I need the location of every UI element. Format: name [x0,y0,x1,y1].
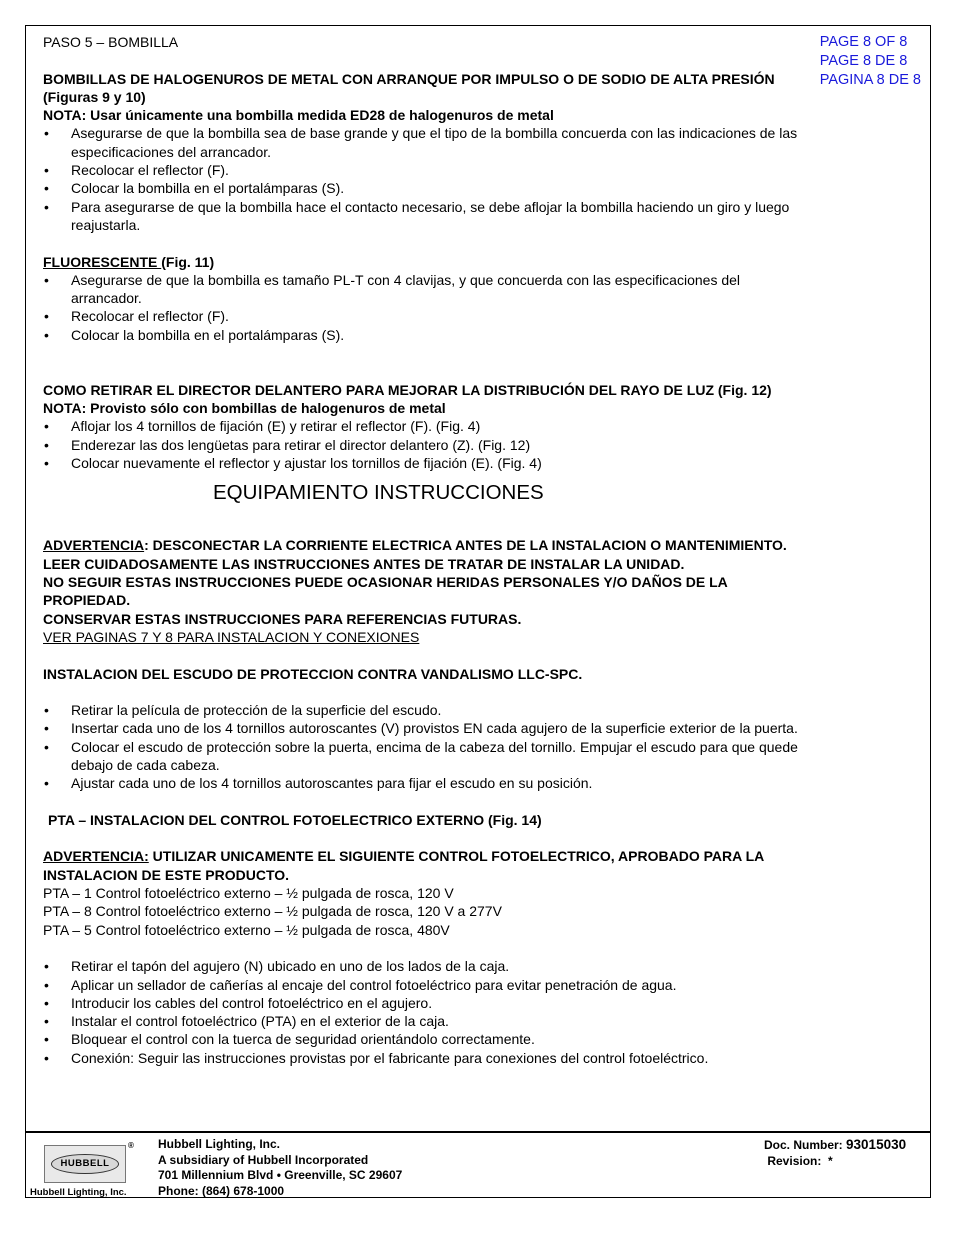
list-item: • Recolocar el reflector (F). [43,307,813,325]
document-body [43,33,813,1067]
footer [26,1131,930,1197]
director-list [43,417,813,472]
pta-title: PTA – INSTALACION DEL CONTROL FOTOELECTRICO EXTERNO (Fig. 14) [48,811,542,828]
pta-option: PTA – 8 Control fotoeléctrico externo – ½ pulgada de rosca, 120 V a 277V [43,903,502,920]
director-note: NOTA: Provisto sólo con bombillas de halogenuros de metal [43,399,446,416]
hubbell-logo [30,1139,134,1198]
director-title: COMO RETIRAR EL DIRECTOR DELANTERO PARA MEJORAR LA DISTRIBUCIÓN DEL RAYO DE LUZ (Fig. 12) [43,381,772,398]
list-item: • Recolocar el reflector (F). [43,161,813,179]
list-item: • Colocar la bombilla en el portalámparas (S). [43,326,813,344]
page-number-mixed: PAGE 8 DE 8 [819,53,908,69]
list-item: • Bloquear el control con la tuerca de seguridad orientándolo correctamente. [43,1030,813,1048]
list-item: • Retirar el tapón del agujero (N) ubicado en uno de los lados de la caja. [43,957,813,975]
list-item: • Insertar cada uno de los 4 tornillos autoroscantes (V) provistos EN cada agujero de la superficie exterior de la puerta. [43,719,813,737]
list-item: • Colocar la bombilla en el portalámparas (S). [43,179,813,197]
company-phone: Phone: (864) 678-1000 [158,1183,285,1198]
list-item: • Aplicar un sellador de cañerías al encaje del control fotoeléctrico para evitar penetración de agua. [43,976,813,994]
logo-caption: Hubbell Lighting, Inc. [30,1187,127,1198]
pta-option: PTA – 5 Control fotoeléctrico externo – ½ pulgada de rosca, 480V [43,921,450,938]
doc-number-label: Doc. Number: [764,1138,843,1152]
equipment-heading: EQUIPAMIENTO INSTRUCCIONES [213,481,544,505]
page-number-en: PAGE 8 OF 8 [819,34,908,50]
list-item: • Instalar el control fotoeléctrico (PTA) en el exterior de la caja. [43,1012,813,1030]
list-item: • Asegurarse de que la bombilla sea de base grande y que el tipo de la bombilla concuerda con las indicaciones de las especificaciones del arrancador. [43,124,813,161]
pta-option: PTA – 1 Control fotoeléctrico externo – ½ pulgada de rosca, 120 V [43,885,454,902]
hid-title: BOMBILLAS DE HALOGENUROS DE METAL CON ARRANQUE POR IMPULSO O DE SODIO DE ALTA PRESIÓN (Figuras 9 y 10) [43,70,775,105]
list-item: • Colocar nuevamente el reflector y ajustar los tornillos de fijación (E). (Fig. 4) [43,454,813,472]
page-number-box [820,33,921,90]
company-name: Hubbell Lighting, Inc. [158,1137,280,1151]
list-item: • Enderezar las dos lengüetas para retirar el director delantero (Z). (Fig. 12) [43,436,813,454]
warning-line: NO SEGUIR ESTAS INSTRUCCIONES PUEDE OCASIONAR HERIDAS PERSONALES Y/O DAÑOS DE LA PROPIEDAD. [43,574,728,609]
list-item: • Colocar el escudo de protección sobre la puerta, encima de la cabeza del tornillo. Empujar el escudo para que quede debajo de cada cabeza. [43,738,813,775]
list-item: • Para asegurarse de que la bombilla hace el contacto necesario, se debe aflojar la bombilla haciendo un giro y luego reajustarla. [43,198,813,235]
revision-value: * [828,1153,833,1168]
warning-line: CONSERVAR ESTAS INSTRUCCIONES PARA REFERENCIAS FUTURAS. [43,610,522,627]
list-item: • Ajustar cada uno de los 4 tornillos autoroscantes para fijar el escudo en su posición. [43,774,813,792]
fluorescent-title: FLUORESCENTE (Fig. 11) [43,253,215,270]
list-item: • Asegurarse de que la bombilla es tamaño PL-T con 4 clavijas, y que concuerda con las especificaciones del arrancador. [43,271,813,308]
list-item: • Introducir los cables del control fotoeléctrico en el agujero. [43,994,813,1012]
list-item: • Conexión: Seguir las instrucciones provistas por el fabricante para conexiones del control fotoeléctrico. [43,1049,813,1067]
list-item: • Aflojar los 4 tornillos de fijación (E) y retirar el reflector (F). (Fig. 4) [43,417,813,435]
document-info [764,1137,906,1169]
shield-title: INSTALACION DEL ESCUDO DE PROTECCION CONTRA VANDALISMO LLC-SPC. [43,665,583,682]
hid-note: NOTA: Usar únicamente una bombilla medida ED28 de halogenuros de metal [43,107,554,124]
page-frame [25,25,931,1198]
shield-list [43,701,813,792]
revision-label: Revision: [767,1153,822,1168]
page-number-es: PAGINA 8 DE 8 [819,72,921,88]
warning-line: LEER CUIDADOSAMENTE LAS INSTRUCCIONES ANTES DE TRATAR DE INSTALAR LA UNIDAD. [43,555,685,572]
company-subsidiary: A subsidiary of Hubbell Incorporated [158,1152,369,1167]
pages-reference: VER PAGINAS 7 Y 8 PARA INSTALACION Y CONEXIONES [43,628,420,645]
fluorescent-list [43,271,813,344]
pta-warning: ADVERTENCIA: UTILIZAR UNICAMENTE EL SIGUIENTE CONTROL FOTOELECTRICO, APROBADO PARA LA INSTALACION DE ESTE PRODUCTO. [43,848,764,883]
company-address [158,1137,402,1199]
logo-badge [44,1145,126,1183]
company-street: 701 Millennium Blvd • Greenville, SC 29607 [158,1168,403,1182]
hid-list [43,124,813,234]
pta-list [43,957,813,1067]
list-item: • Retirar la película de protección de la superficie del escudo. [43,701,813,719]
step-title: PASO 5 – BOMBILLA [43,34,179,50]
logo-oval: HUBBELL [51,1154,119,1174]
doc-number: 93015030 [846,1137,907,1152]
warning-block: ADVERTENCIA: DESCONECTAR LA CORRIENTE ELECTRICA ANTES DE LA INSTALACION O MANTENIMIENTO. [43,537,787,554]
registered-mark: ® [128,1141,134,1150]
